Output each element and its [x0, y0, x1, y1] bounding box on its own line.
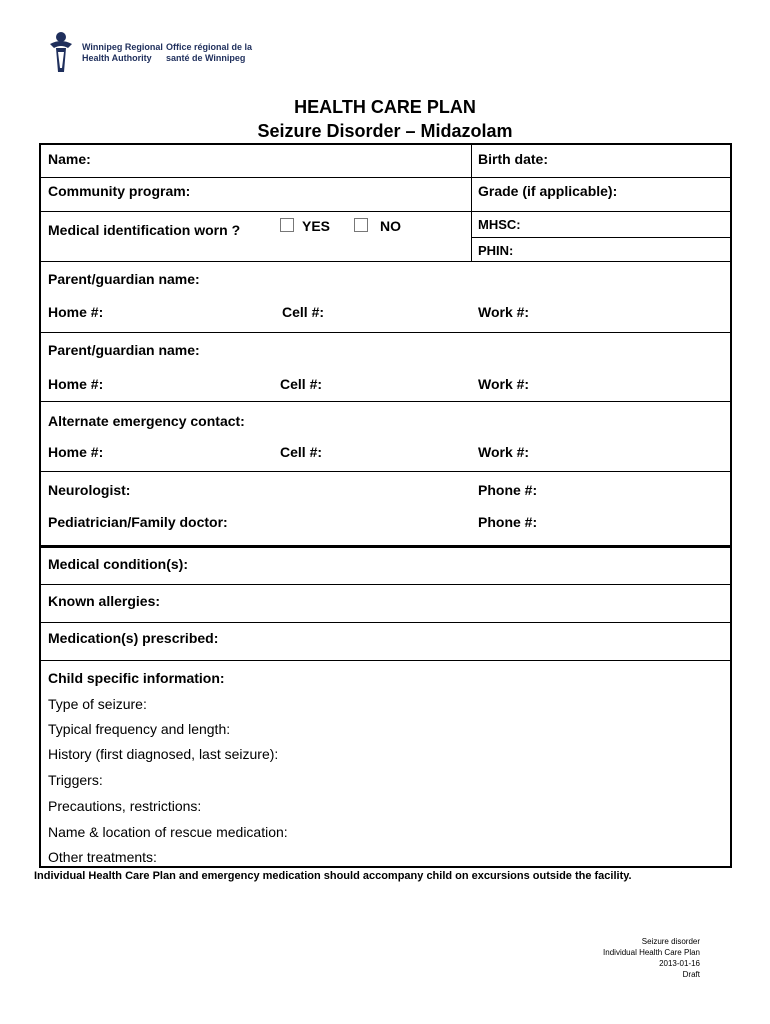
divider [40, 211, 731, 212]
divider [472, 237, 731, 238]
page-subtitle: Seizure Disorder – Midazolam [257, 121, 513, 141]
divider [40, 177, 731, 178]
divider [40, 584, 731, 585]
medical-id-label: Medical identification worn ? [48, 222, 241, 238]
wrha-logo [46, 30, 256, 74]
child-info-item: Typical frequency and length: [48, 721, 231, 737]
home1-label: Home #: [48, 304, 104, 320]
home3-label: Home #: [48, 444, 104, 460]
phin-label: PHIN: [478, 243, 514, 258]
work2-label: Work #: [478, 376, 530, 392]
divider [40, 660, 731, 661]
allergies-label: Known allergies: [48, 593, 161, 609]
pediatrician-label: Pediatrician/Family doctor: [48, 514, 228, 530]
cell2-label: Cell #: [280, 376, 323, 392]
divider [40, 622, 731, 623]
divider [471, 144, 472, 262]
parent1-label: Parent/guardian name: [48, 271, 200, 287]
medical-condition-label: Medical condition(s): [48, 556, 188, 572]
footer-line: Individual Health Care Plan [603, 948, 700, 957]
cell1-label: Cell #: [282, 304, 325, 320]
child-info-item: History (first diagnosed, last seizure): [48, 746, 279, 762]
logo-fr-line1: Office régional de la [166, 42, 253, 52]
medication-label: Medication(s) prescribed: [48, 630, 219, 646]
work3-label: Work #: [478, 444, 530, 460]
logo-en-line1: Winnipeg Regional [82, 42, 163, 52]
excursion-note: Individual Health Care Plan and emergency medication should accompany child on excursions outside the facility. [34, 870, 632, 882]
community-program-label: Community program: [48, 183, 191, 199]
child-info-item: Precautions, restrictions: [48, 798, 202, 814]
mhsc-label: MHSC: [478, 217, 521, 232]
footer-line: Seizure disorder [641, 937, 700, 946]
phone1-label: Phone #: [478, 482, 538, 498]
alt-contact-label: Alternate emergency contact: [48, 413, 245, 429]
home2-label: Home #: [48, 376, 104, 392]
yes-label: YES [302, 218, 331, 234]
parent2-label: Parent/guardian name: [48, 342, 200, 358]
cell3-label: Cell #: [280, 444, 323, 460]
child-info-item: Type of seizure: [48, 696, 147, 712]
footer-line: Draft [682, 970, 700, 979]
child-info-item: Triggers: [48, 772, 103, 788]
divider [40, 261, 731, 262]
child-info-item: Other treatments: [48, 849, 157, 865]
no-label: NO [380, 218, 401, 234]
work1-label: Work #: [478, 304, 530, 320]
child-info-heading: Child specific information: [48, 670, 225, 686]
document-footer [603, 936, 700, 980]
footer-line: 2013-01-16 [659, 959, 700, 968]
name-label: Name: [48, 151, 91, 167]
phone2-label: Phone #: [478, 514, 538, 530]
divider [40, 471, 731, 472]
birth-date-label: Birth date: [478, 151, 548, 167]
wrha-figure-icon [46, 30, 76, 74]
yes-checkbox[interactable] [280, 218, 294, 232]
divider [40, 401, 731, 402]
logo-fr-line2: santé de Winnipeg [166, 53, 246, 63]
grade-label: Grade (if applicable): [478, 183, 618, 199]
neurologist-label: Neurologist: [48, 482, 131, 498]
page-title: HEALTH CARE PLAN [294, 97, 476, 117]
no-checkbox[interactable] [354, 218, 368, 232]
logo-en-line2: Health Authority [82, 53, 152, 63]
child-info-item: Name & location of rescue medication: [48, 824, 288, 840]
divider [40, 332, 731, 333]
